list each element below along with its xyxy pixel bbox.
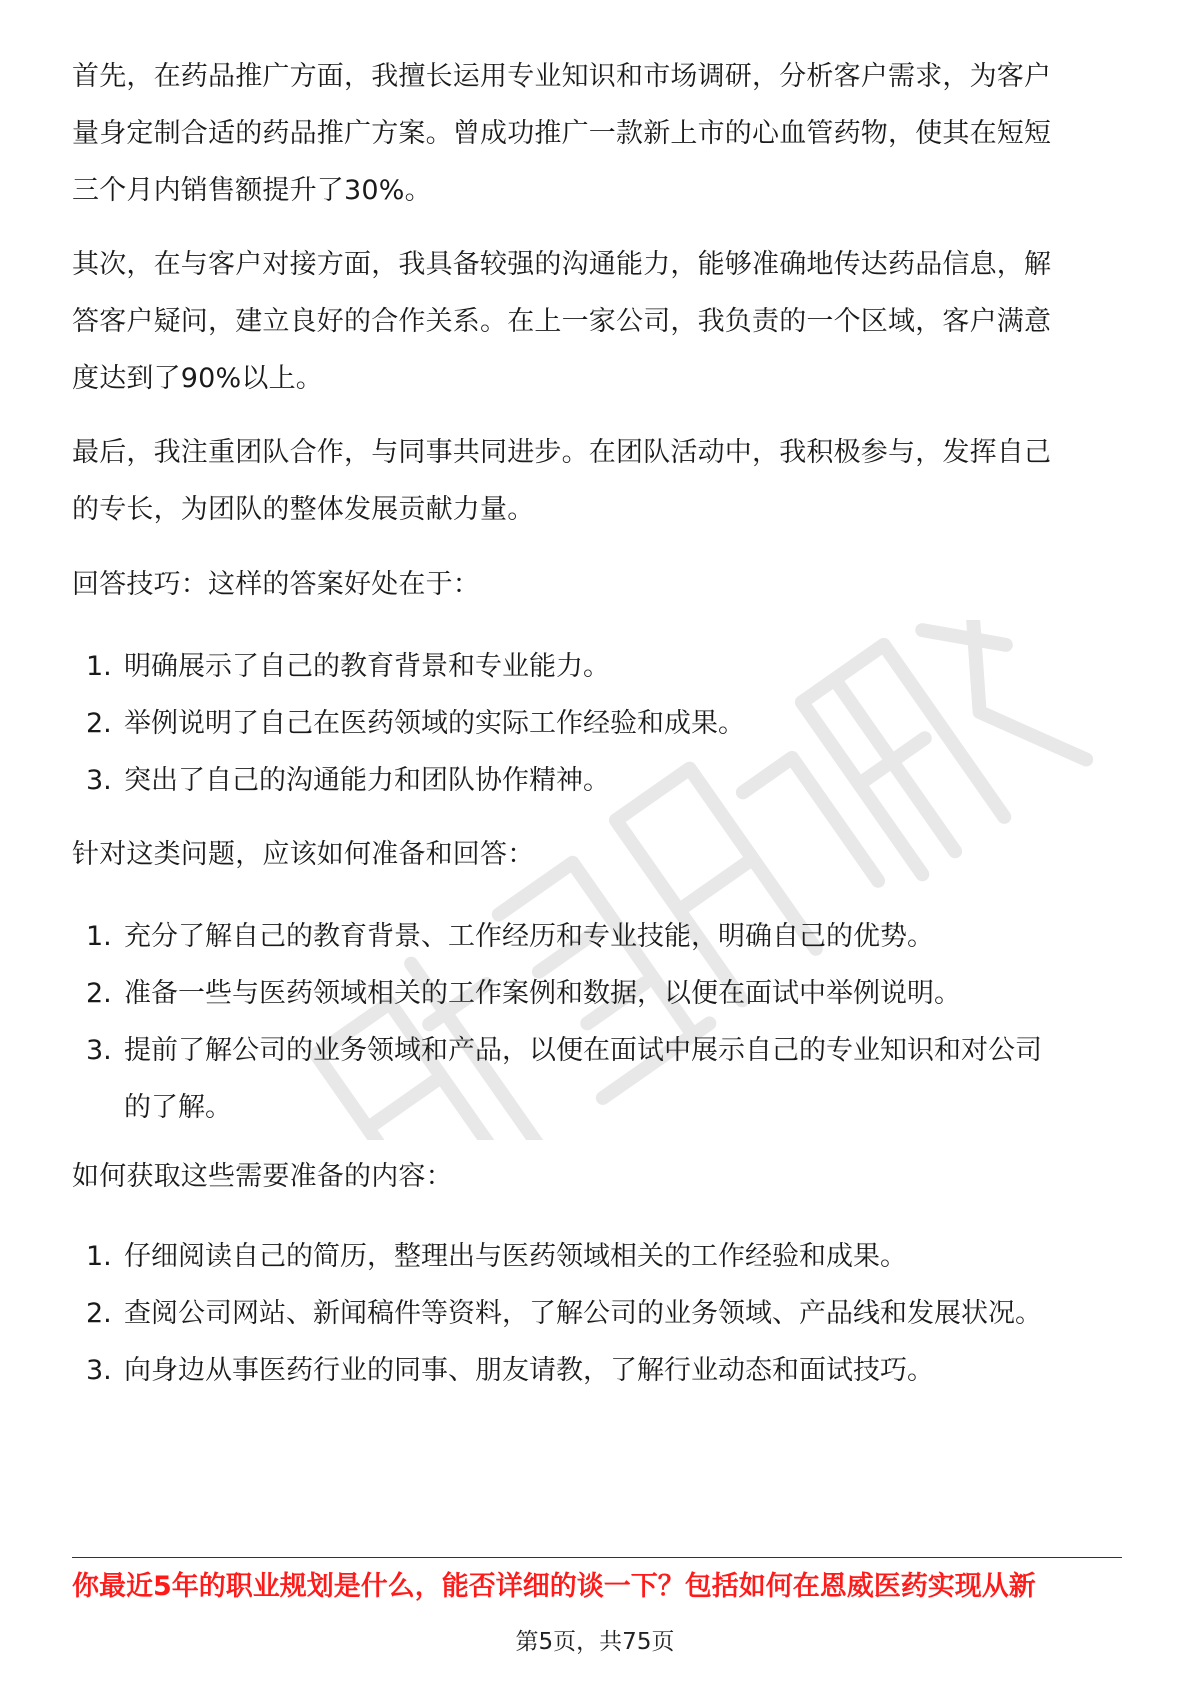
paragraph-line: 的专长，为团队的整体发展贡献力量。 [72,494,535,525]
paragraph-line: 量身定制合适的药品推广方案。曾成功推广一款新上市的心血管药物，使其在短短 [72,118,1052,149]
list-item [72,1342,1122,1399]
prepare-heading: 针对这类问题，应该如何准备和回答： [72,839,535,870]
list-item [72,1022,1122,1136]
list-item-text: 提前了解公司的业务领域和产品，以便在面试中展示自己的专业知识和对公司 [124,1035,1042,1066]
prepare-list [72,908,1122,1136]
list-number: 1. [86,921,112,952]
section-divider [72,1557,1122,1558]
list-item [72,638,1122,695]
list-number: 2. [86,1298,112,1329]
list-number: 2. [86,708,112,739]
list-item-text: 举例说明了自己在医药领域的实际工作经验和成果。 [124,708,745,739]
paragraph-teamwork [72,424,1122,538]
list-item-text: 准备一些与医药领域相关的工作案例和数据，以便在面试中举例说明。 [124,978,961,1009]
page-number-footer: 第5页，共75页 [515,1629,675,1655]
obtain-list [72,1228,1122,1399]
list-item-text: 向身边从事医药行业的同事、朋友请教，了解行业动态和面试技巧。 [124,1355,934,1386]
list-item [72,965,1122,1022]
paragraph-line: 首先，在药品推广方面，我擅长运用专业知识和市场调研，分析客户需求，为客户 [72,61,1052,92]
paragraph-line: 其次，在与客户对接方面，我具备较强的沟通能力，能够准确地传达药品信息，解 [72,249,1052,280]
list-item [72,1285,1122,1342]
list-item [72,695,1122,752]
paragraph-line: 度达到了90%以上。 [72,363,324,394]
list-item-text: 查阅公司网站、新闻稿件等资料，了解公司的业务领域、产品线和发展状况。 [124,1298,1042,1329]
list-item [72,908,1122,965]
paragraph-line: 三个月内销售额提升了30%。 [72,175,432,206]
list-number: 3. [86,1355,112,1386]
tips-list [72,638,1122,809]
list-item-text: 充分了解自己的教育背景、工作经历和专业技能，明确自己的优势。 [124,921,934,952]
paragraph-promotion [72,48,1122,219]
next-question-title: 你最近5年的职业规划是什么，能否详细的谈一下？包括如何在恩威医药实现从新 [72,1571,1036,1602]
list-number: 3. [86,765,112,796]
obtain-heading: 如何获取这些需要准备的内容： [72,1161,453,1192]
list-item-text-continued: 的了解。 [124,1092,232,1123]
list-item-text: 仔细阅读自己的简历，整理出与医药领域相关的工作经验和成果。 [124,1241,907,1272]
paragraph-line: 最后，我注重团队合作，与同事共同进步。在团队活动中，我积极参与，发挥自己 [72,437,1052,468]
list-item-text: 突出了自己的沟通能力和团队协作精神。 [124,765,610,796]
list-number: 3. [86,1035,112,1066]
paragraph-line: 答客户疑问，建立良好的合作关系。在上一家公司，我负责的一个区域，客户满意 [72,306,1052,337]
paragraph-communication [72,236,1122,407]
list-item-text: 明确展示了自己的教育背景和专业能力。 [124,651,610,682]
list-number: 2. [86,978,112,1009]
tips-heading: 回答技巧：这样的答案好处在于： [72,569,480,600]
list-item [72,1228,1122,1285]
list-number: 1. [86,651,112,682]
list-number: 1. [86,1241,112,1272]
list-item [72,752,1122,809]
